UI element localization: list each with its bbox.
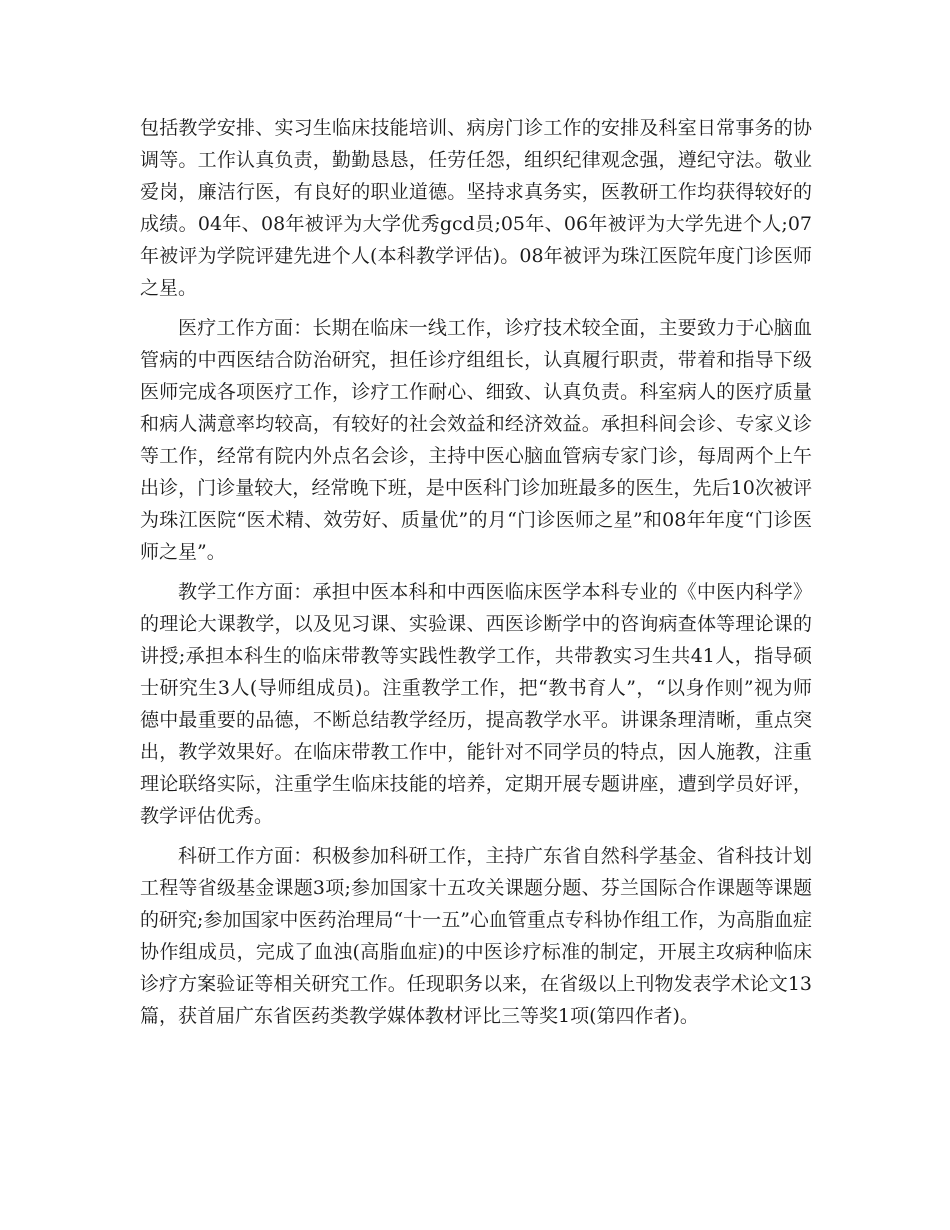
paragraph-research-work: 科研工作方面：积极参加科研工作，主持广东省自然科学基金、省科技计划工程等省级基金课题3项;参加国家十五攻关课题分题、芬兰国际合作课题等课题的研究;参加国家中医药治理局“十一五”心血管重点专科协作组工作，为高脂血症协作组成员，完成了血浊(高脂血症)的中医诊疗标准的制定，开展主攻病种临床诊疗方案验证等相关研究工作。任现职务以来，在省级以上刊物发表学术论文13篇，获首届广东省医药类教学媒体教材评比三等奖1项(第四作者)。 — [140, 845, 812, 1027]
paragraph-teaching-work: 教学工作方面：承担中医本科和中西医临床医学本科专业的《中医内科学》的理论大课教学，以及见习课、实验课、西医诊断学中的咨询病查体等理论课的讲授;承担本科生的临床带教等实践性教学工作，共带教实习生共41人，指导硕士研究生3人(导师组成员)。注重教学工作，把“教书育人”，“以身作则”视为师德中最重要的品德，不断总结教学经历，提高教学水平。讲课条理清晰，重点突出，教学效果好。在临床带教工作中，能针对不同学员的特点，因人施教，注重理论联络实际，注重学生临床技能的培养，定期开展专题讲座，遭到学员好评，教学评估优秀。 — [140, 581, 812, 827]
paragraph-medical-work: 医疗工作方面：长期在临床一线工作，诊疗技术较全面，主要致力于心脑血管病的中西医结合防治研究，担任诊疗组组长，认真履行职责，带着和指导下级医师完成各项医疗工作，诊疗工作耐心、细致、认真负责。科室病人的医疗质量和病人满意率均较高，有较好的社会效益和经济效益。承担科间会诊、专家义诊等工作，经常有院内外点名会诊，主持中医心脑血管病专家门诊，每周两个上午出诊，门诊量较大，经常晚下班，是中医科门诊加班最多的医生，先后10次被评为珠江医院“医术精、效劳好、质量优”的月“门诊医师之星”和08年年度“门诊医师之星”。 — [140, 317, 812, 563]
paragraph-continuation: 包括教学安排、实习生临床技能培训、病房门诊工作的安排及科室日常事务的协调等。工作认真负责，勤勤恳恳，任劳任怨，组织纪律观念强，遵纪守法。敬业爱岗，廉洁行医，有良好的职业道德。坚持求真务实，医教研工作均获得较好的成绩。04年、08年被评为大学优秀gcd员;05年、06年被评为大学先进个人;07年被评为学院评建先进个人(本科教学评估)。08年被评为珠江医院年度门诊医师之星。 — [140, 117, 812, 299]
document-body — [140, 112, 812, 1040]
